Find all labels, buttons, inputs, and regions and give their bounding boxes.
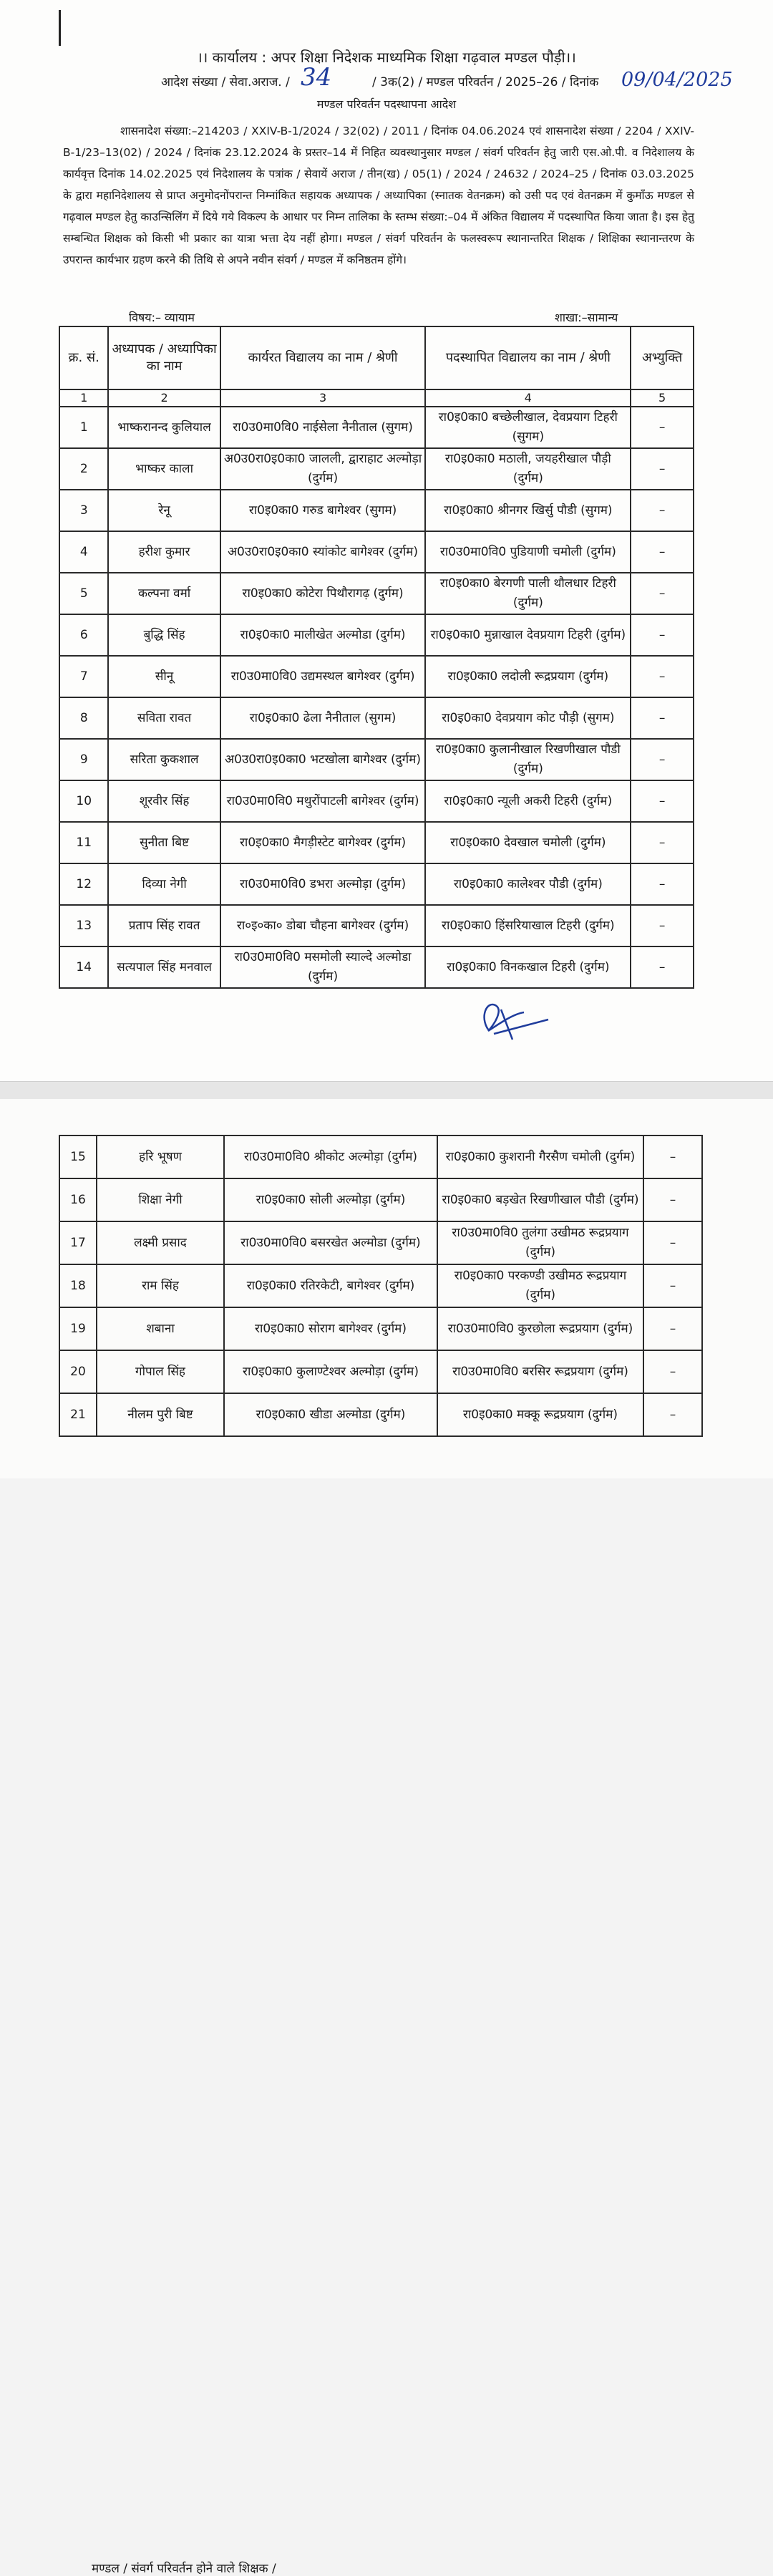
current-school-cell: रा0इ0का0 सोराग बागेश्वर (दुर्गम) — [224, 1307, 437, 1350]
teacher-name-cell: रेनू — [108, 490, 220, 531]
serial-cell: 15 — [59, 1136, 97, 1178]
remarks-cell: – — [643, 1393, 702, 1436]
remarks-cell: – — [631, 739, 694, 780]
remarks-cell: – — [631, 822, 694, 863]
remarks-cell: – — [631, 448, 694, 490]
current-school-cell: रा०इ०का० डोबा चौहना बागेश्वर (दुर्गम) — [220, 905, 426, 946]
remarks-cell: – — [643, 1307, 702, 1350]
table-row — [59, 573, 694, 614]
footer-text: मण्डल / संवर्ग परिवर्तन होने वाले शिक्षक / — [92, 2562, 276, 2576]
posted-school-cell: रा0इ0का0 देवखाल चमोली (दुर्गम) — [425, 822, 631, 863]
teacher-name-cell: भाष्कर काला — [108, 448, 220, 490]
remarks-cell: – — [631, 573, 694, 614]
table-row — [59, 490, 694, 531]
table-row — [59, 656, 694, 697]
serial-cell: 18 — [59, 1264, 97, 1307]
posted-school-cell: रा0इ0का0 विनकखाल टिहरी (दुर्गम) — [425, 946, 631, 988]
serial-cell: 9 — [59, 739, 108, 780]
serial-cell: 12 — [59, 863, 108, 905]
table-row — [59, 531, 694, 573]
table-row — [59, 448, 694, 490]
serial-cell: 21 — [59, 1393, 97, 1436]
column-number: 4 — [425, 389, 631, 407]
posted-school-cell: रा0इ0का0 कुलानीखाल रिखणीखाल पौडी (दुर्गम) — [425, 739, 631, 780]
order-number-handwritten: 34 — [301, 63, 332, 92]
document-page-1 — [0, 0, 773, 1081]
current-school-cell: रा0इ0का0 रतिरकेटी, बागेश्वर (दुर्गम) — [224, 1264, 437, 1307]
current-school-cell: अ0उ0रा0इ0का0 स्यांकोट बागेश्वर (दुर्गम) — [220, 531, 426, 573]
teacher-name-cell: प्रताप सिंह रावत — [108, 905, 220, 946]
table-row — [59, 946, 694, 988]
branch-label: शाखा:–सामान्य — [555, 311, 618, 324]
serial-cell: 4 — [59, 531, 108, 573]
remarks-cell: – — [631, 780, 694, 822]
table-row — [59, 614, 694, 656]
posted-school-cell: रा0इ0का0 श्रीनगर खिर्सु पौडी (सुगम) — [425, 490, 631, 531]
signature-mark — [472, 988, 558, 1045]
posted-school-cell: रा0इ0का0 परकण्डी उखीमठ रूद्रप्रयाग (दुर्गम) — [437, 1264, 643, 1307]
header-teacher-name: अध्यापक / अध्यापिका का नाम — [108, 326, 220, 389]
serial-cell: 13 — [59, 905, 108, 946]
posted-school-cell: रा0उ0मा0वि0 पुडियाणी चमोली (दुर्गम) — [425, 531, 631, 573]
teacher-name-cell: सत्यपाल सिंह मनवाल — [108, 946, 220, 988]
margin-mark — [59, 10, 61, 46]
current-school-cell: अ0उ0रा0इ0का0 भटखोला बागेश्वर (दुर्गम) — [220, 739, 426, 780]
table-row — [59, 1307, 702, 1350]
posting-table — [59, 326, 694, 989]
serial-cell: 19 — [59, 1307, 97, 1350]
order-subheading: मण्डल परिवर्तन पदस्थापना आदेश — [316, 97, 457, 111]
current-school-cell: रा0इ0का0 कुलाण्टेश्वर अल्मोड़ा (दुर्गम) — [224, 1350, 437, 1393]
teacher-name-cell: लक्ष्मी प्रसाद — [97, 1221, 224, 1264]
table-row — [59, 697, 694, 739]
teacher-name-cell: राम सिंह — [97, 1264, 224, 1307]
column-number: 3 — [220, 389, 426, 407]
posted-school-cell: रा0इ0का0 देवप्रयाग कोट पौड़ी (सुगम) — [425, 697, 631, 739]
posting-table-continued — [59, 1135, 703, 1437]
current-school-cell: रा0उ0मा0वि0 बसरखेत अल्मोडा (दुर्गम) — [224, 1221, 437, 1264]
serial-cell: 14 — [59, 946, 108, 988]
posted-school-cell: रा0उ0मा0वि0 कुरछोला रूद्रप्रयाग (दुर्गम) — [437, 1307, 643, 1350]
table-row — [59, 863, 694, 905]
posted-school-cell: रा0इ0का0 हिंसरियाखाल टिहरी (दुर्गम) — [425, 905, 631, 946]
current-school-cell: रा0उ0मा0वि0 श्रीकोट अल्मोड़ा (दुर्गम) — [224, 1136, 437, 1178]
header-posted-school: पदस्थापित विद्यालय का नाम / श्रेणी — [425, 326, 631, 389]
teacher-name-cell: कल्पना वर्मा — [108, 573, 220, 614]
current-school-cell: रा0इ0का0 मालीखेत अल्मोडा (दुर्गम) — [220, 614, 426, 656]
teacher-name-cell: हरीश कुमार — [108, 531, 220, 573]
remarks-cell: – — [631, 656, 694, 697]
posted-school-cell: रा0इ0का0 कालेश्वर पौडी (दुर्गम) — [425, 863, 631, 905]
posted-school-cell: रा0इ0का0 लदोली रूद्रप्रयाग (दुर्गम) — [425, 656, 631, 697]
remarks-cell: – — [643, 1350, 702, 1393]
column-number: 5 — [631, 389, 694, 407]
posted-school-cell: रा0उ0मा0वि0 बरसिर रूद्रप्रयाग (दुर्गम) — [437, 1350, 643, 1393]
serial-cell: 20 — [59, 1350, 97, 1393]
posted-school-cell: रा0इ0का0 बच्छेलीखाल, देवप्रयाग टिहरी (सुगम) — [425, 407, 631, 448]
posted-school-cell: रा0इ0का0 बेरगणी पाली थौलधार टिहरी (दुर्गम) — [425, 573, 631, 614]
posted-school-cell: रा0उ0मा0वि0 तुलंगा उखीमठ रूद्रप्रयाग (दुर्गम) — [437, 1221, 643, 1264]
remarks-cell: – — [631, 946, 694, 988]
serial-cell: 11 — [59, 822, 108, 863]
posted-school-cell: रा0इ0का0 मठाली, जयहरीखाल पौड़ी (दुर्गम) — [425, 448, 631, 490]
teacher-name-cell: नीलम पुरी बिष्ट — [97, 1393, 224, 1436]
teacher-name-cell: शूरवीर सिंह — [108, 780, 220, 822]
page-separator — [0, 1081, 773, 1100]
table-row — [59, 1221, 702, 1264]
remarks-cell: – — [643, 1136, 702, 1178]
current-school-cell: रा0इ0का0 ढेला नैनीताल (सुगम) — [220, 697, 426, 739]
header-serial: क्र. सं. — [59, 326, 108, 389]
teacher-name-cell: शिक्षा नेगी — [97, 1178, 224, 1221]
teacher-name-cell: हरि भूषण — [97, 1136, 224, 1178]
current-school-cell: अ0उ0रा0इ0का0 जालली, द्वाराहाट अल्मोड़ा (दुर्गम) — [220, 448, 426, 490]
remarks-cell: – — [631, 863, 694, 905]
posted-school-cell: रा0इ0का0 मुन्नाखाल देवप्रयाग टिहरी (दुर्गम) — [425, 614, 631, 656]
table-row — [59, 905, 694, 946]
remarks-cell: – — [643, 1178, 702, 1221]
order-middle: / 3क(2) / मण्डल परिवर्तन / 2025–26 / दिनांक — [372, 75, 599, 89]
serial-cell: 8 — [59, 697, 108, 739]
current-school-cell: रा0उ0मा0वि0 नाईसेला नैनीताल (सुगम) — [220, 407, 426, 448]
teacher-name-cell: सुनीता बिष्ट — [108, 822, 220, 863]
remarks-cell: – — [631, 614, 694, 656]
serial-cell: 1 — [59, 407, 108, 448]
serial-cell: 6 — [59, 614, 108, 656]
column-number-row — [59, 389, 694, 407]
teacher-name-cell: सविता रावत — [108, 697, 220, 739]
serial-cell: 7 — [59, 656, 108, 697]
current-school-cell: रा0इ0का0 सोली अल्मोड़ा (दुर्गम) — [224, 1178, 437, 1221]
teacher-name-cell: सीनू — [108, 656, 220, 697]
teacher-name-cell: शबाना — [97, 1307, 224, 1350]
column-number: 1 — [59, 389, 108, 407]
serial-cell: 3 — [59, 490, 108, 531]
table-row — [59, 1178, 702, 1221]
serial-cell: 10 — [59, 780, 108, 822]
table-row — [59, 1393, 702, 1436]
posted-school-cell: रा0इ0का0 कुशरानी गैरसैण चमोली (दुर्गम) — [437, 1136, 643, 1178]
subject-label: विषय:– व्यायाम — [129, 311, 195, 324]
table-row — [59, 739, 694, 780]
table-row — [59, 822, 694, 863]
current-school-cell: रा0उ0मा0वि0 मसमोली स्याल्दे अल्मोडा (दुर्गम) — [220, 946, 426, 988]
table-row — [59, 780, 694, 822]
remarks-cell: – — [631, 697, 694, 739]
serial-cell: 16 — [59, 1178, 97, 1221]
order-prefix: आदेश संख्या / सेवा.अराज. / — [161, 75, 290, 89]
remarks-cell: – — [631, 490, 694, 531]
remarks-cell: – — [631, 905, 694, 946]
current-school-cell: रा0इ0का0 कोटेरा पिथौरागढ़ (दुर्गम) — [220, 573, 426, 614]
current-school-cell: रा0इ0का0 गरुड बागेश्वर (सुगम) — [220, 490, 426, 531]
serial-cell: 2 — [59, 448, 108, 490]
current-school-cell: रा0उ0मा0वि0 डभरा अल्मोड़ा (दुर्गम) — [220, 863, 426, 905]
table-row — [59, 1136, 702, 1178]
remarks-cell: – — [643, 1264, 702, 1307]
table-header-row — [59, 326, 694, 389]
table-row — [59, 407, 694, 448]
remarks-cell: – — [631, 407, 694, 448]
teacher-name-cell: सरिता कुकशाल — [108, 739, 220, 780]
posted-school-cell: रा0इ0का0 मक्कू रूद्रप्रयाग (दुर्गम) — [437, 1393, 643, 1436]
remarks-cell: – — [631, 531, 694, 573]
teacher-name-cell: दिव्या नेगी — [108, 863, 220, 905]
posted-school-cell: रा0इ0का0 न्यूली अकरी टिहरी (दुर्गम) — [425, 780, 631, 822]
current-school-cell: रा0इ0का0 खीडा अल्मोडा (दुर्गम) — [224, 1393, 437, 1436]
office-header: ।। कार्यालय : अपर शिक्षा निदेशक माध्यमिक शिक्षा गढ़वाल मण्डल पौड़ी।। — [197, 49, 576, 66]
header-remarks: अभ्युक्ति — [631, 326, 694, 389]
current-school-cell: रा0इ0का0 मैगड़ीस्टेट बागेश्वर (दुर्गम) — [220, 822, 426, 863]
body-paragraph: शासनादेश संख्या:–214203 / XXIV-B-1/2024 / 32(02) / 2011 / दिनांक 04.06.2024 एवं शासनादेश संख्या / 2204 / XXIV-B-1/23–13(02) / 2024 / दिनांक 23.12.2024 के प्रस्तर–14 में निहित व्यवस्थानुसार मण्डल / संवर्ग परिवर्तन हेतु जारी एस.ओ.पी. व निदेशालय के कार्यवृत्त दिनांक 14.02.2025 एवं निदेशालय के पत्रांक / सेवायें अराज / तीन(ख) / 05(1) / 2024 / 24632 / 2024–25 / दिनांक 03.03.2025 के द्वारा महानिदेशालय से प्राप्त अनुमोदनोंपरान्त निम्नांकित सहायक अध्यापक / अध्यापिका (स्नातक वेतनक्रम) को उसी पद एवं वेतनक्रम में कुमाँऊ मण्डल से गढ़वाल मण्डल हेतु काउन्सिलिंग में दिये गये विकल्प के आधार पर निम्न तालिका के स्तम्भ संख्या:–04 में अंकित विद्यालय में पदस्थापित किया जाता है। इस हेतु सम्बन्धित शिक्षक को किसी भी प्रकार का यात्रा भत्ता देय नहीं होगा। मण्डल / संवर्ग परिवर्तन के फलस्वरूप स्थानान्तरित शिक्षक / शिक्षिका स्थानान्तरण के उपरान्त कार्यभार ग्रहण करने की तिथि से अपने नवीन संवर्ग / मण्डल में कनिष्ठतम होंगे। — [63, 125, 694, 266]
table-row — [59, 1264, 702, 1307]
teacher-name-cell: भाष्करानन्द कुलियाल — [108, 407, 220, 448]
order-date-handwritten: 09/04/2025 — [621, 69, 733, 91]
column-number: 2 — [108, 389, 220, 407]
table-row — [59, 1350, 702, 1393]
remarks-cell: – — [643, 1221, 702, 1264]
teacher-name-cell: बुद्धि सिंह — [108, 614, 220, 656]
current-school-cell: रा0उ0मा0वि0 उद्यमस्थल बागेश्वर (दुर्गम) — [220, 656, 426, 697]
serial-cell: 17 — [59, 1221, 97, 1264]
current-school-cell: रा0उ0मा0वि0 मथुरोंपाटली बागेश्वर (दुर्गम) — [220, 780, 426, 822]
posted-school-cell: रा0इ0का0 बड़खेत रिखणीखाल पौडी (दुर्गम) — [437, 1178, 643, 1221]
header-current-school: कार्यरत विद्यालय का नाम / श्रेणी — [220, 326, 426, 389]
serial-cell: 5 — [59, 573, 108, 614]
teacher-name-cell: गोपाल सिंह — [97, 1350, 224, 1393]
